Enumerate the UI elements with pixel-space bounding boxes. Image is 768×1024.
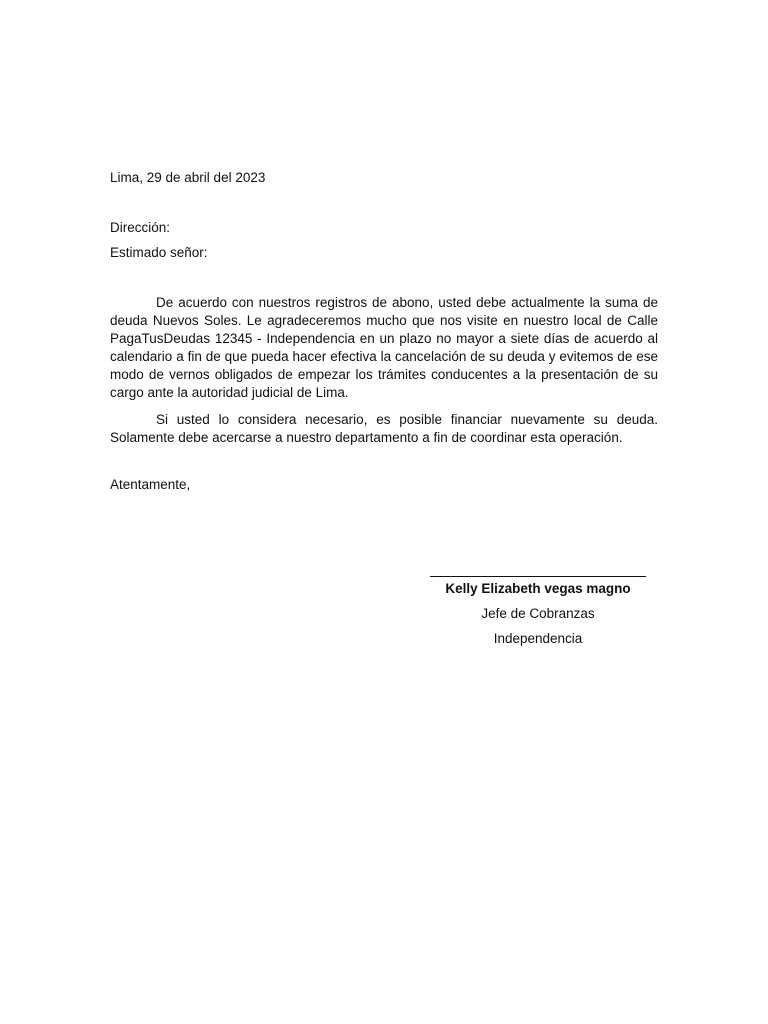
body-paragraph-2: Si usted lo considera necesario, es posible financiar nuevamente su deuda. Solamente debe acercarse a nuestro departamento a fin de coordinar esta operación. — [110, 412, 658, 445]
closing: Atentamente, — [110, 477, 191, 492]
signature-block — [430, 576, 646, 655]
signer-name: Kelly Elizabeth vegas magno — [445, 581, 631, 596]
body-paragraph-1: De acuerdo con nuestros registros de abono, usted debe actualmente la suma de deuda Nuevos Soles. Le agradeceremos mucho que nos visite en nuestro local de Calle PagaTusDeudas 12345 - Independencia en un plazo no mayor a siete días de acuerdo al calendario a fin de que pueda hacer efectiva la cancelación de su deuda y evitemos de ese modo de vernos obligados de empezar los trámites conducentes a la presentación de su cargo ante la autoridad judicial de Lima. — [110, 295, 658, 400]
signer-company: Independencia — [493, 631, 583, 646]
letter-date: Lima, 29 de abril del 2023 — [110, 170, 266, 185]
signature-line — [430, 576, 646, 577]
address-label: Dirección: — [110, 220, 171, 235]
signer-role: Jefe de Cobranzas — [481, 606, 595, 621]
letter-body — [110, 294, 658, 456]
greeting: Estimado señor: — [110, 245, 208, 260]
